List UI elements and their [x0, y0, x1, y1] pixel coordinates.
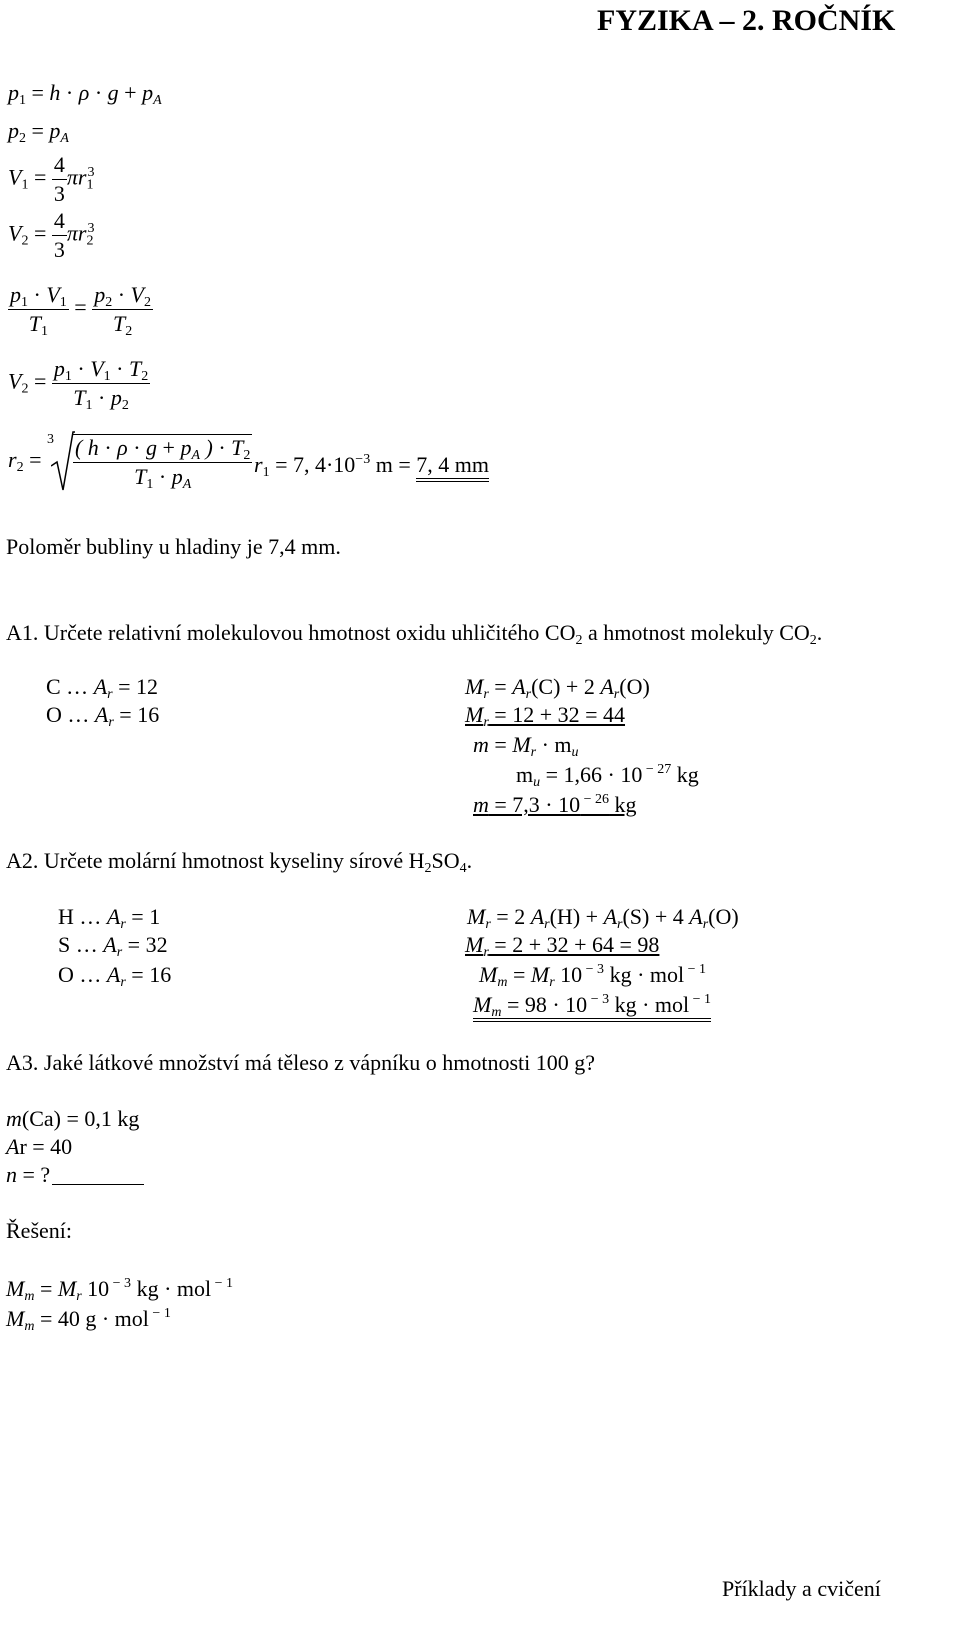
equation-v2-derived: $V_2$ = $\frac{p_1 \cdot V_1 \cdot T_2}{T_1 \cdot p_2}$: [8, 356, 149, 413]
a3-given-mass: m(Ca) = 0,1 kg: [6, 1106, 140, 1131]
a1-formula-m: $m = M_r \cdot m_u$: [473, 732, 579, 760]
equation-v1: $V_1$ = $\frac{4}{3}$ $\pi r_1^3$: [8, 152, 95, 206]
a3-given-ar: Ar = 40: [6, 1134, 73, 1159]
a1-mu-value: $m_u = 1,66 \cdot 10$ $^{- 27}$ kg: [516, 762, 699, 790]
equation-v2: $V_2$ = $\frac{4}{3}$ $\pi r_2^3$: [8, 208, 95, 262]
a1-m-result: m = 7,3 · 10 $^{- 26}$ kg: [473, 792, 637, 817]
page-footer: Příklady a cvičení: [722, 1576, 881, 1601]
conclusion-text: Poloměr bubliny u hladiny je 7,4 mm.: [6, 534, 341, 559]
equation-p1: $p_1 = h \cdot \rho \cdot g + p_A$: [8, 80, 162, 108]
radical-sign-icon: [51, 430, 75, 494]
a1-mr-value: $M_r = 12 + 32 = 44$: [465, 702, 626, 730]
a1-formula-mr: $M_r = A_r(C) + 2$ $A_r(O)$: [465, 674, 650, 702]
a2-given-o: O … $A_r = 16$: [58, 962, 172, 990]
a3-unknown-n: n = ?: [6, 1162, 144, 1188]
equation-gas-law: $\frac{p_1 \cdot V_1}{T_1}$ = $\frac{p_2 \cdot V_2}{T_2}$: [10, 282, 151, 339]
a2-given-h: H … $A_r = 1$: [58, 904, 161, 932]
task-a3: A3. Jaké látkové množství má těleso z vápníku o hmotnosti 100 g?: [6, 1050, 596, 1075]
a2-formula-mr: $M_r = 2$ $A_r(H) + A_r(S) + 4$ $A_r(O)$: [467, 904, 739, 932]
a2-mr-value: $M_r = 2 + 32 + 64 = 98$: [465, 932, 660, 960]
task-a2: A2. Určete molární hmotnost kyseliny sírové $H_2SO_4$.: [6, 848, 473, 876]
a3-formula-mm: $M_m = M_r$ 10 $^{- 3}$ kg · mol $^{- 1}$: [6, 1276, 234, 1304]
a3-solution-label: Řešení:: [6, 1218, 72, 1243]
a1-given-c: C … $A_r = 12$: [46, 674, 159, 702]
equation-r2: $r_2$ = 3 $\frac{( h \cdot \rho \cdot g + p_A ) \cdot T_2}{T_1 \cdot p_A}$: [8, 432, 251, 492]
a2-given-s: S … $A_r = 32$: [58, 932, 168, 960]
equation-r1-result: $r_1 = 7$, $4\cdot 10^{-3}$ m = 7, 4 mm: [254, 452, 489, 480]
equation-p2: $p_2 = p_A$: [8, 118, 69, 146]
task-a1: A1. Určete relativní molekulovou hmotnost oxidu uhličitého $CO_2$ a hmotnost molekuly $CO_2$.: [6, 620, 823, 648]
a2-mm-result: $M_m = 98 \cdot 10$ $^{- 3}$ kg · mol $^{- 1}$: [473, 992, 712, 1020]
a2-formula-mm: $M_m = M_r$ 10 $^{- 3}$ kg · mol $^{- 1}$: [479, 962, 707, 990]
a3-mm-value: $M_m = 40$ g · mol $^{- 1}$: [6, 1306, 171, 1334]
cube-root: 3 $\frac{( h \cdot \rho \cdot g + p_A ) \cdot T_2}{T_1 \cdot p_A}$: [46, 432, 251, 492]
page-header-title: FYZIKA – 2. ROČNÍK: [597, 4, 896, 37]
a1-given-o: O … $A_r = 16$: [46, 702, 160, 730]
